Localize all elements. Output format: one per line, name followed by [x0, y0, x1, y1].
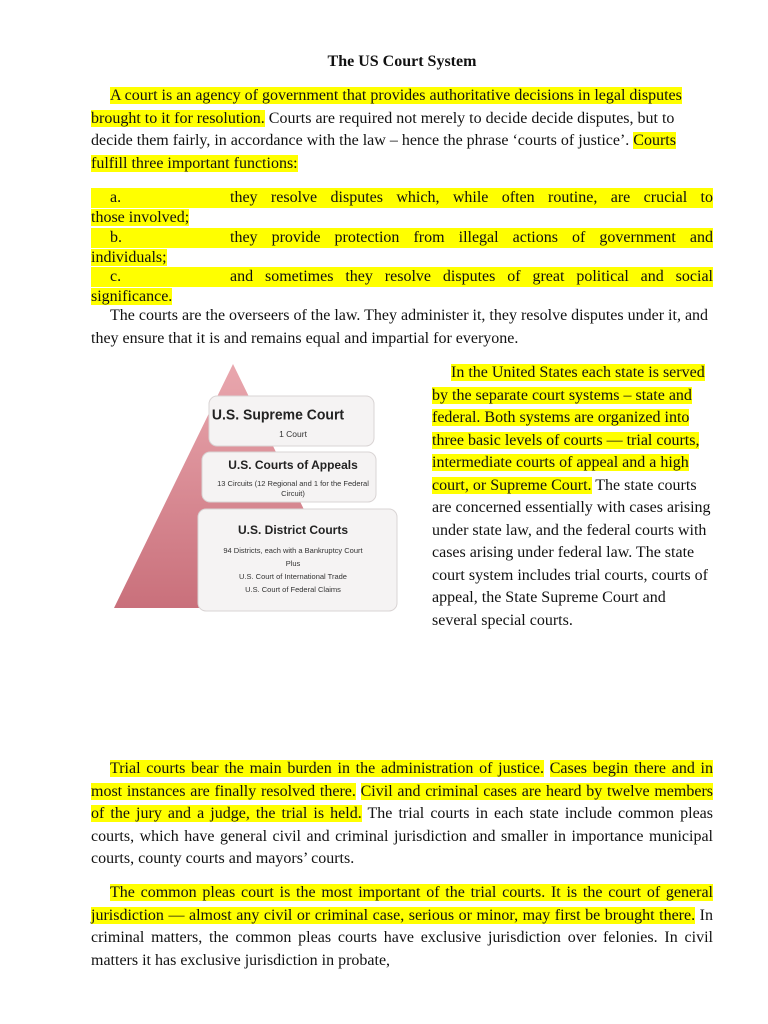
- trial-courts-paragraph: Trial courts bear the main burden in the administration of justice. Cases begin there and in most instances are finally resolved there. Civil and criminal cases are heard by twelve members of the jury and a judge, the trial is held. The trial courts in each state include common pleas courts, which have general civil and criminal jurisdiction and smaller in importance municipal courts, county courts and mayors’ courts.: [91, 760, 714, 867]
- list-item: [91, 267, 713, 306]
- list-item-text-cont: significance.: [91, 287, 173, 305]
- district-court-title: U.S. District Courts: [237, 523, 349, 537]
- common-pleas-paragraph: The common pleas court is the most important of the trial courts. It is the court of general jurisdiction — almost any civil or criminal case, serious or minor, may first be brought there. In criminal matters, the common pleas courts have exclusive jurisdiction over felonies. In civil matters it has exclusive jurisdiction in probate,: [91, 884, 713, 969]
- list-item-text-cont: those involved;: [91, 208, 190, 226]
- list-item-letter: a.: [110, 189, 122, 206]
- supreme-court-title: U.S. Supreme Court: [211, 407, 345, 424]
- list-item-text: they provide protection from illegal actions of government and: [230, 229, 713, 246]
- list-item-text-cont: individuals;: [91, 248, 167, 266]
- district-court-sub3: U.S. Court of International Trade: [239, 572, 347, 581]
- district-court-sub1: 94 Districts, each with a Bankruptcy Court: [223, 546, 363, 555]
- intro-text: Courts are required not merely to decide decide disputes, but to decide them fairly, in accordance with the law – hence the phrase ‘courts of justice’.: [91, 109, 675, 149]
- page-title: The US Court System: [327, 53, 477, 70]
- list-item-text: and sometimes they resolve disputes of great political and social: [230, 268, 713, 285]
- highlight-definition: A court is an agency of government that provides authoritative decisions in legal disputes brought to it for resolution.: [91, 87, 682, 127]
- court-pyramid-figure: [110, 362, 400, 612]
- appeals-court-title: U.S. Courts of Appeals: [228, 458, 358, 472]
- district-court-sub4: U.S. Court of Federal Claims: [245, 585, 341, 594]
- list-item-letter: c.: [110, 268, 122, 285]
- list-item: [91, 228, 713, 267]
- appeals-court-sub1: 13 Circuits (12 Regional and 1 for the Federal: [217, 479, 369, 488]
- highlight-state-courts: In the United States each state is served by the separate court systems – state and federal. Both systems are organized into three basic levels of courts — trial courts, intermediate courts of appeal and a high court, or Supreme Court.: [432, 364, 705, 494]
- list-item-row: [91, 267, 713, 287]
- appeals-court-sub2: Circuit): [281, 489, 305, 498]
- highlight-common-pleas: The common pleas court is the most important of the trial courts. It is the court of general jurisdiction — almost any civil or criminal case, serious or minor, may first be brought there.: [91, 884, 713, 924]
- highlight-jury: Civil and criminal cases are heard by twelve members of the jury and a judge, the trial is held.: [91, 782, 713, 822]
- list-item: [91, 188, 713, 227]
- overseers-paragraph: The courts are the overseers of the law. They administer it, they resolve disputes under it, and they ensure that it is and remains equal and impartial for everyone.: [91, 307, 709, 347]
- list-item-row: [91, 228, 713, 248]
- highlight-trial-burden: Trial courts bear the main burden in the administration of justice.: [110, 760, 544, 777]
- highlight-cases-begin: Cases begin there and in most instances are finally resolved there.: [91, 760, 714, 800]
- list-item-letter: b.: [110, 229, 122, 246]
- state-courts-paragraph: In the United States each state is served by the separate court systems – state and federal. Both systems are organized into three basic levels of courts — trial courts, intermediate courts of appeal and a high court, or Supreme Court. The state courts are concerned essentially with cases arising under state law, and the federal courts with cases arising under federal law. The state court system includes trial courts, courts of appeal, the State Supreme Court and several special courts.: [432, 364, 711, 629]
- intro-paragraph: [91, 85, 713, 175]
- list-item-row: [91, 188, 713, 208]
- supreme-court-sub: 1 Court: [279, 429, 307, 439]
- district-court-sub2: Plus: [285, 559, 301, 568]
- highlight-functions: Courts fulfill three important functions:: [91, 132, 676, 172]
- list-item-text: they resolve disputes which, while often routine, are crucial to: [230, 189, 713, 206]
